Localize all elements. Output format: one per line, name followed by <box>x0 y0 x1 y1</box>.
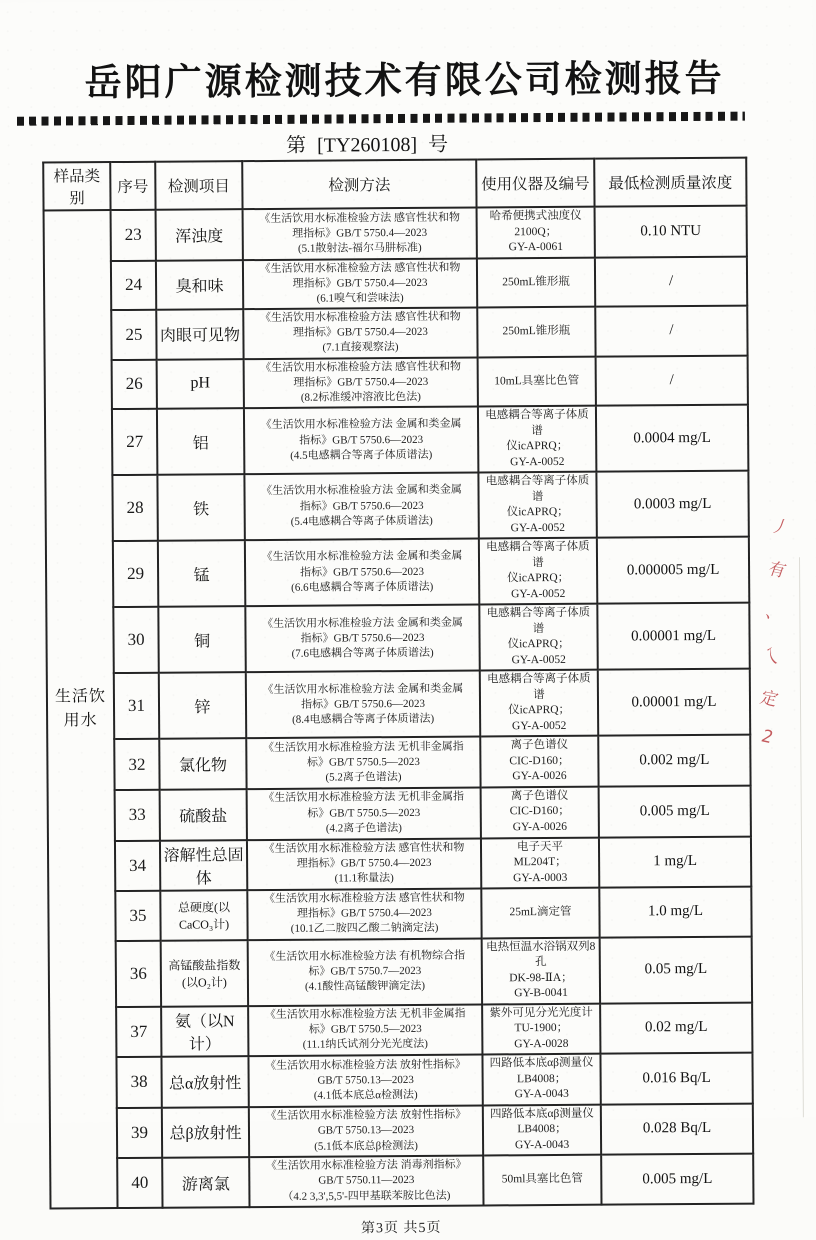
margin-note-char: 2 <box>758 726 776 749</box>
cell-limit: 0.002 mg/L <box>598 735 750 787</box>
cell-limit: 0.02 mg/L <box>600 1002 752 1054</box>
cell-seq: 35 <box>115 891 160 941</box>
cell-method: 《生活饮用水标准检验方法 消毒剂指标》 GB/T 5750.11—2023 （4.2 3,3',5,5'-四甲基联苯胺比色法) <box>249 1156 483 1207</box>
table-row <box>45 405 748 476</box>
col-header-method: 检测方法 <box>242 160 476 210</box>
cell-instrument: 250mL锥形瓶 <box>477 257 595 307</box>
cell-method: 《生活饮用水标准检验方法 金属和类金属 指标》GB/T 5750.6—2023 (4.5电感耦合等离子体质谱法) <box>244 407 478 475</box>
page-footer: 第3页 共5页 <box>360 1220 442 1237</box>
cell-method: 《生活饮用水标准检验方法 放射性指标》 GB/T 5750.13—2023 (5.1低本底总β检测法) <box>249 1105 483 1157</box>
cell-item: 肉眼可见物 <box>156 309 243 359</box>
cell-limit: 0.000005 mg/L <box>597 537 749 604</box>
col-header-limit: 最低检测质量浓度 <box>594 158 746 207</box>
cell-limit: 0.028 Bq/L <box>601 1103 753 1155</box>
cell-seq: 39 <box>117 1107 162 1158</box>
col-header-sample-category: 样品类别 <box>43 162 110 210</box>
cell-method: 《生活饮用水标准检验方法 金属和类金属 指标》GB/T 5750.6—2023 (5.4电感耦合等离子体质谱法) <box>244 473 478 541</box>
cell-seq: 38 <box>116 1057 161 1108</box>
cell-item: 高锰酸盐指数(以O₂计) <box>161 940 248 1007</box>
cell-limit: / <box>595 306 747 357</box>
cell-method: 《生活饮用水标准检验方法 有机物综合指 标》GB/T 5750.7—2023 (4.1酸性高锰酸钾滴定法) <box>248 938 482 1006</box>
col-header-item: 检测项目 <box>155 161 242 210</box>
cell-item: 总β放射性 <box>162 1107 249 1158</box>
cell-limit: / <box>596 355 748 406</box>
cell-method: 《生活饮用水标准检验方法 感官性状和物 理指标》GB/T 5750.4—2023 (8.2标准缓冲溶液比色法) <box>244 357 478 408</box>
report-number-prefix: 第 <box>286 134 307 157</box>
cell-seq: 23 <box>111 210 156 261</box>
table-row <box>44 206 747 261</box>
cell-instrument: 电子天平 ML204T； GY-A-0003 <box>481 837 599 888</box>
cell-method: 《生活饮用水标准检验方法 感官性状和物 理指标》GB/T 5750.4—2023 (6.1嗅气和尝味法) <box>243 258 477 309</box>
cell-item: 铜 <box>158 606 245 673</box>
cell-method: 《生活饮用水标准检验方法 金属和类金属 指标》GB/T 5750.6—2023 (6.6电感耦合等离子体质谱法) <box>245 539 479 607</box>
cell-seq: 28 <box>112 475 157 541</box>
cell-instrument: 电感耦合等离子体质谱 仪icAPRQ； GY-A-0052 <box>480 670 598 737</box>
report-title: 岳阳广源检测技术有限公司检测报告 <box>84 57 725 104</box>
cell-instrument: 紫外可见分光光度计 TU-1900； GY-A-0028 <box>482 1003 600 1054</box>
cell-instrument: 电热恒温水浴锅双列8孔 DK-98-ⅡA； GY-B-0041 <box>482 937 600 1004</box>
cell-limit: 0.00001 mg/L <box>597 603 749 670</box>
margin-note-char: 丿 <box>767 516 791 539</box>
cell-seq: 34 <box>115 840 160 891</box>
cell-method: 《生活饮用水标准检验方法 无机非金属指 标》GB/T 5750.5—2023 (4.2离子色谱法) <box>247 787 481 839</box>
cell-method: 《生活饮用水标准检验方法 无机非金属指 标》GB/T 5750.5—2023 (5.2离子色谱法) <box>246 737 480 789</box>
page-edge-shadow <box>799 557 804 1117</box>
table-row <box>48 887 751 941</box>
report-number-line <box>0 126 737 160</box>
cell-item: 锌 <box>159 672 246 739</box>
cell-item: 溶解性总固体 <box>160 840 247 891</box>
cell-limit: 0.10 NTU <box>595 206 747 258</box>
cell-method: 《生活饮用水标准检验方法 感官性状和物 理指标》GB/T 5750.4—2023 (10.1乙二胺四乙酸二钠滴定法) <box>247 889 481 940</box>
cell-limit: 0.0003 mg/L <box>596 471 748 538</box>
table-row <box>47 669 750 740</box>
cell-method: 《生活饮用水标准检验方法 感官性状和物 理指标》GB/T 5750.4—2023 (7.1直接观察法) <box>243 308 477 359</box>
cell-item: 硫酸盐 <box>160 789 247 840</box>
cell-seq: 30 <box>113 607 158 673</box>
cell-instrument: 离子色谱仪 CIC-D160； GY-A-0026 <box>480 736 598 787</box>
cell-seq: 37 <box>116 1006 161 1057</box>
cell-seq: 31 <box>114 673 159 739</box>
cell-instrument: 10mL具塞比色管 <box>478 356 596 406</box>
cell-instrument: 电感耦合等离子体质谱 仪icAPRQ； GY-A-0052 <box>478 472 596 539</box>
cell-instrument: 四路低本底αβ测量仪 LB4008； GY-A-0043 <box>482 1054 600 1105</box>
cell-instrument: 离子色谱仪 CIC-D160； GY-A-0026 <box>481 787 599 838</box>
test-items-table <box>42 157 754 1210</box>
margin-note-char: 乀 <box>759 644 783 668</box>
cell-limit: 0.0004 mg/L <box>596 405 748 472</box>
cell-seq: 26 <box>112 359 157 409</box>
cell-limit: / <box>595 256 747 307</box>
cell-seq: 24 <box>111 260 156 310</box>
cell-item: 铝 <box>157 408 244 475</box>
table-row <box>49 1002 752 1057</box>
cell-limit: 1.0 mg/L <box>599 887 751 938</box>
margin-note-char: 、 <box>762 602 786 625</box>
margin-note-char: 定 <box>756 687 781 711</box>
cell-item: 氨（以N计） <box>161 1006 248 1057</box>
cell-item: 铁 <box>157 474 244 541</box>
cell-limit: 0.005 mg/L <box>599 786 751 838</box>
table-row <box>48 836 751 891</box>
cell-method: 《生活饮用水标准检验方法 感官性状和物 理指标》GB/T 5750.4—2023 (11.1称量法) <box>247 838 481 890</box>
cell-item: 总α放射性 <box>161 1056 248 1107</box>
table-row <box>50 1154 753 1208</box>
table-row <box>46 603 749 674</box>
table-row <box>45 471 748 542</box>
cell-seq: 32 <box>114 739 159 790</box>
cell-seq: 25 <box>111 310 156 360</box>
table-row <box>44 256 747 310</box>
table-row <box>45 355 748 409</box>
cell-method: 《生活饮用水标准检验方法 无机非金属指 标》GB/T 5750.5—2023 (11.1纳氏试剂分光光度法) <box>248 1004 482 1056</box>
cell-item: 浑浊度 <box>156 209 243 260</box>
cell-sample-category: 生活饮用水 <box>44 210 118 1208</box>
cell-item: 游离氯 <box>162 1157 249 1207</box>
cell-seq: 27 <box>112 409 157 475</box>
table-row <box>49 936 752 1007</box>
cell-instrument: 50ml具塞比色管 <box>483 1155 601 1205</box>
cell-instrument: 电感耦合等离子体质谱 仪icAPRQ； GY-A-0052 <box>479 538 597 605</box>
col-header-instrument: 使用仪器及编号 <box>476 159 594 208</box>
table-row <box>44 306 747 360</box>
cell-instrument: 四路低本底αβ测量仪 LB4008； GY-A-0043 <box>483 1104 601 1155</box>
cell-seq: 36 <box>116 940 161 1006</box>
table-row <box>48 786 751 841</box>
cell-method: 《生活饮用水标准检验方法 放射性指标》 GB/T 5750.13—2023 (4.1低本底总α检测法) <box>248 1055 482 1107</box>
margin-note-char: 有 <box>764 559 789 582</box>
cell-limit: 0.005 mg/L <box>601 1154 753 1205</box>
table-row <box>47 735 750 790</box>
cell-method: 《生活饮用水标准检验方法 金属和类金属 指标》GB/T 5750.6—2023 (8.4电感耦合等离子体质谱法) <box>246 671 480 739</box>
cell-limit: 1 mg/L <box>599 836 751 888</box>
dotted-divider <box>17 112 745 126</box>
cell-seq: 40 <box>117 1158 162 1208</box>
cell-limit: 0.00001 mg/L <box>598 669 750 736</box>
cell-seq: 29 <box>113 541 158 607</box>
cell-method: 《生活饮用水标准检验方法 感官性状和物 理指标》GB/T 5750.4—2023 (5.1散射法-福尔马肼标准) <box>243 208 477 260</box>
cell-limit: 0.016 Bq/L <box>600 1053 752 1105</box>
table-row <box>46 537 749 608</box>
cell-limit: 0.05 mg/L <box>600 936 752 1003</box>
table-row <box>50 1103 753 1158</box>
table-body <box>44 206 754 1209</box>
col-header-seq: 序号 <box>110 162 155 210</box>
cell-instrument: 电感耦合等离子体质谱 仪icAPRQ； GY-A-0052 <box>479 604 597 671</box>
red-margin-annotation <box>745 511 802 748</box>
cell-instrument: 25mL滴定管 <box>481 888 599 938</box>
cell-item: 总硬度(以CaCO₃计) <box>160 890 247 940</box>
cell-method: 《生活饮用水标准检验方法 金属和类金属 指标》GB/T 5750.6—2023 (7.6电感耦合等离子体质谱法) <box>245 605 479 673</box>
report-number: [TY260108] <box>317 133 418 157</box>
cell-instrument: 250mL锥形瓶 <box>477 307 595 357</box>
table-header-row <box>43 158 746 211</box>
cell-instrument: 电感耦合等离子体质谱 仪icAPRQ； GY-A-0052 <box>478 406 596 473</box>
cell-seq: 33 <box>115 790 160 841</box>
cell-instrument: 哈希便携式浊度仪 2100Q； GY-A-0061 <box>477 207 595 258</box>
cell-item: pH <box>157 359 244 409</box>
report-number-suffix: 号 <box>428 133 449 156</box>
cell-item: 氯化物 <box>159 739 246 790</box>
table-row <box>49 1053 752 1108</box>
cell-item: 臭和味 <box>156 260 243 310</box>
cell-item: 锰 <box>158 540 245 607</box>
